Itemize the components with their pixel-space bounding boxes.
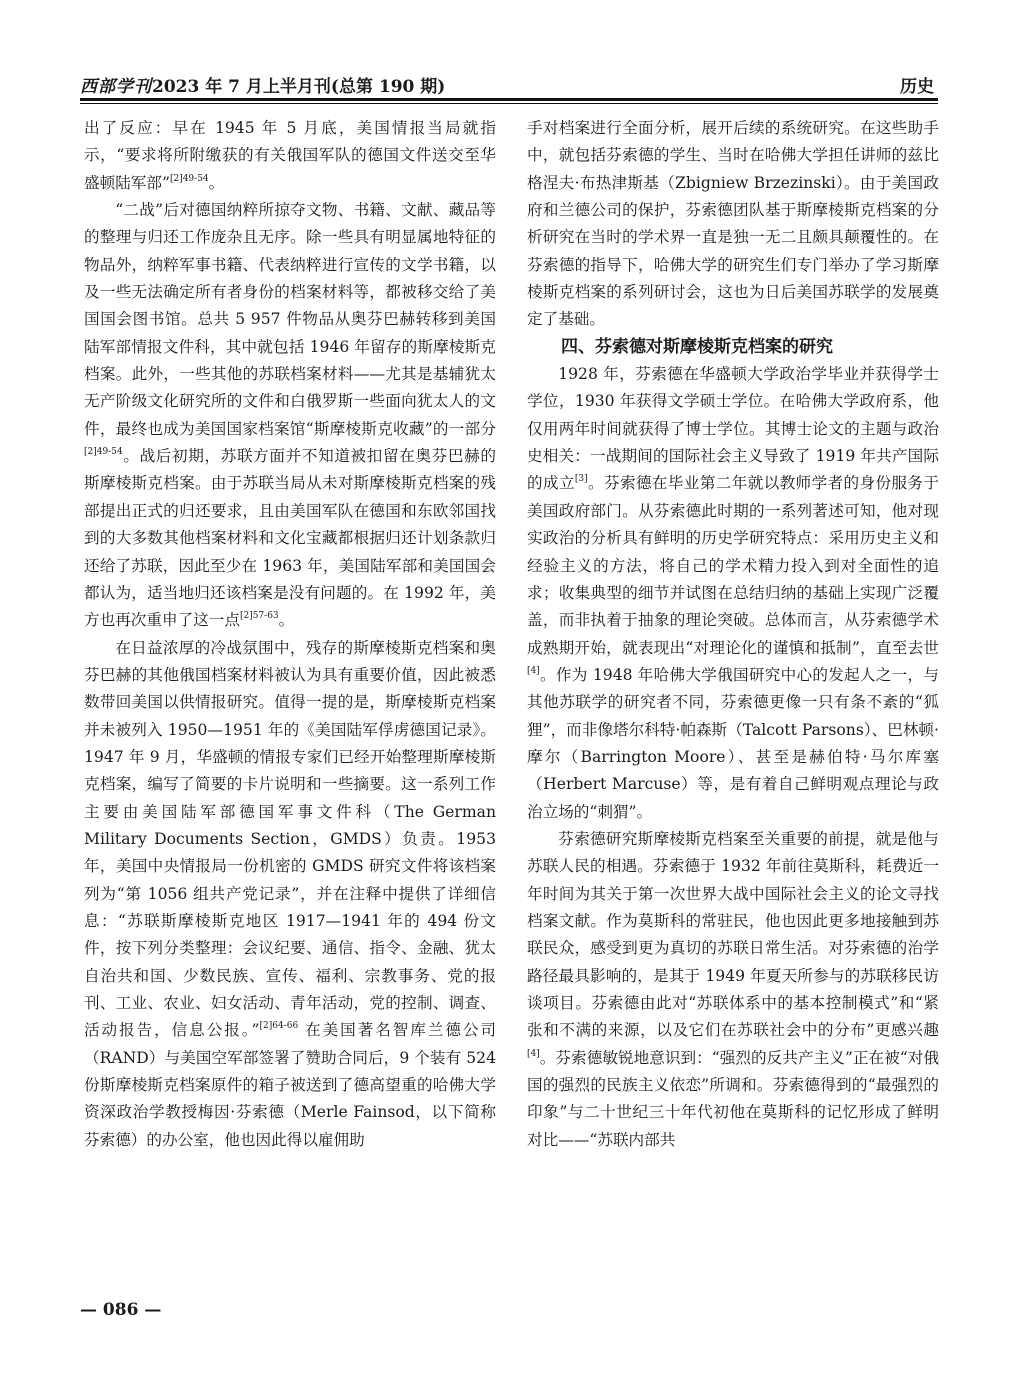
paragraph-text: 。战后初期，苏联方面并不知道被扣留在奥芬巴赫的斯摩棱斯克档案。由于苏联当局从未对斯摩棱斯克档案的残部提出正式的归还要求，且由美国军队在德国和东欧邻国找到的大多数其他档案材料和文化宝藏都根据归还计划条款归还给了苏联，因此至少在 1963 年，美国陆军部和美国国会都认为，适当地归还该档案是没有问题的。在 1992 年，美方也再次重申了这一点 bbox=[84, 447, 496, 630]
paragraph-text: 出了反应：早在 1945 年 5 月底，美国情报当局就指示，“要求将所附缴获的有关俄国军队的德国文件送交至华盛顿陆军部” bbox=[84, 119, 496, 192]
paragraph bbox=[84, 635, 496, 1155]
paragraph-text: 1928 年，芬索德在华盛顿大学政治学毕业并获得学士学位，1930 年获得文学硕士学位。在哈佛大学政府系，他仅用两年时间就获得了博士学位。其博士论文的主题与政治史相关：一战期间的国际社会主义导致了 1919 年共产国际的成立 bbox=[527, 365, 939, 493]
citation-marker: [4] bbox=[527, 665, 540, 676]
paragraph-text: 。 bbox=[208, 173, 225, 192]
paragraph-text: “二战”后对德国纳粹所掠夺文物、书籍、文献、藏品等的整理与归还工作庞杂且无序。除一些具有明显属地特征的物品外，纳粹军事书籍、代表纳粹进行宣传的文学书籍，以及一些无法确定所有者身份的档案材料等，都被移交给了美国国会图书馆。总共 5 957 件物品从奥芬巴赫转移到美国陆军部情报文件科，其中就包括 1946 年留存的斯摩棱斯克档案。此外，一些其他的苏联档案材料——尤其是基辅犹太无产阶级文化研究所的文件和白俄罗斯一些面向犹太人的文件，最终也成为美国国家档案馆“斯摩棱斯克收藏”的一部分 bbox=[84, 201, 496, 438]
paragraph bbox=[527, 826, 939, 1154]
citation-marker: [3] bbox=[574, 474, 588, 485]
section-label: 历史 bbox=[900, 77, 934, 97]
header-rule-thin bbox=[80, 103, 938, 104]
paragraph-text: 芬索德研究斯摩棱斯克档案至关重要的前提，就是他与苏联人民的相遇。芬索德于 1932 年前往莫斯科，耗费近一年时间为其关于第一次世界大战中国际社会主义的论文寻找档案文献。作为莫斯科的常驻民，他也因此更多地接触到苏联民众，感受到更为真切的苏联日常生活。对芬索德的治学路径最具影响的，是其于 1949 年夏天所参与的苏联移民访谈项目。芬索德由此对“苏联体系中的基本控制模式”和“紧张和不满的来源，以及它们在苏联社会中的分布”更感兴趣 bbox=[527, 829, 939, 1040]
paragraph bbox=[84, 115, 496, 197]
citation-marker: [4] bbox=[527, 1048, 540, 1059]
right-column bbox=[527, 115, 939, 1154]
left-column bbox=[84, 115, 496, 1154]
paragraph bbox=[84, 197, 496, 635]
paragraph-text: 在美国著名智库兰德公司（RAND）与美国空军部签署了赞助合同后，9 个装有 524 份斯摩棱斯克档案原件的箱子被送到了德高望重的哈佛大学资深政治学教授梅因·芬索德（Merle Fainsod，以下简称芬索德）的办公室，他也因此得以雇佣助 bbox=[84, 1021, 496, 1149]
paragraph-text: 在日益浓厚的冷战氛围中，残存的斯摩棱斯克档案和奥芬巴赫的其他俄国档案材料被认为具有重要价值，因此被悉数带回美国以供情报研究。值得一提的是，斯摩棱斯克档案并未被列入 1950—1951 年的《美国陆军俘虏德国记录》。1947 年 9 月，华盛顿的情报专家们已经开始整理斯摩棱斯克档案，编写了简要的卡片说明和一些摘要。这一系列工作主要由美国陆军部德国军事文件科（The German Military Documents Section，GMDS）负责。1953 年，美国中央情报局一份机密的 GMDS 研究文件将该档案列为“第 1056 组共产党记录”，并在注释中提供了详细信息：“苏联斯摩棱斯克地区 1917—1941 年的 494 份文件，按下列分类整理：会议纪要、通信、指令、金融、犹太自治共和国、少数民族、宣传、福利、宗教事务、党的报刊、工业、农业、妇女活动、青年活动，党的控制、调查、活动报告，信息公报。” bbox=[84, 638, 496, 1040]
journal-name: 西部学刊 bbox=[80, 77, 152, 97]
paragraph-text: 。作为 1948 年哈佛大学俄国研究中心的发起人之一，与其他苏联学的研究者不同，芬索德更像一只有条不紊的“狐狸”，而非像塔尔科特·帕森斯（Talcott Parsons）、巴林顿·摩尔（Barrington Moore）、甚至是赫伯特·马尔库塞（Herbert Marcuse）等，是有着自己鲜明观点理论与政治立场的“刺猬”。 bbox=[527, 665, 939, 821]
citation-marker: [2]49-54 bbox=[169, 173, 209, 184]
running-header bbox=[80, 70, 938, 100]
paragraph bbox=[527, 115, 939, 334]
paragraph bbox=[527, 361, 939, 826]
header-rule-thick bbox=[80, 98, 938, 101]
citation-marker: [2]49-54 bbox=[84, 447, 123, 458]
citation-marker: [2]64-66 bbox=[259, 1021, 299, 1032]
paragraph-text: 手对档案进行全面分析，展开后续的系统研究。在这些助手中，就包括芬索德的学生、当时在哈佛大学担任讲师的兹比格涅夫·布热津斯基（Zbigniew Brzezinski）。由于美国政府和兰德公司的保护，芬索德团队基于斯摩棱斯克档案的分析研究在当时的学术界一直是独一无二且颇具颠覆性的。在芬索德的指导下，哈佛大学的研究生们专门举办了学习斯摩棱斯克档案的系列研讨会，这也为日后美国苏联学的发展奠定了基础。 bbox=[527, 119, 939, 329]
page-number: — 086 — bbox=[80, 1300, 162, 1320]
issue-info: 2023 年 7 月上半月刊(总第 190 期) bbox=[152, 77, 446, 97]
section-heading: 四、芬索德对斯摩棱斯克档案的研究 bbox=[561, 336, 833, 357]
citation-marker: [2]57-63 bbox=[239, 611, 279, 622]
paragraph-text: 。芬索德敏锐地意识到：“强烈的反共产主义”正在被“对俄国的强烈的民族主义依恋”所调和。芬索德得到的“最强烈的印象”与二十世纪三十年代初他在莫斯科的记忆形成了鲜明对比——“苏联内部共 bbox=[527, 1048, 939, 1149]
header-journal-info bbox=[80, 72, 445, 97]
paragraph-text: 。芬索德在毕业第二年就以教师学者的身份服务于美国政府部门。从芬索德此时期的一系列著述可知，他对现实政治的分析具有鲜明的历史学研究特点：采用历史主义和经验主义的方法，将自己的学术精力投入到对全面性的追求；收集典型的细节并试图在总结归纳的基础上实现广泛覆盖，而非执着于抽象的理论突破。总体而言，从芬索德学术成熟期开始，就表现出“对理论化的谨慎和抵制”，直至去世 bbox=[527, 474, 939, 657]
paragraph-text: 。 bbox=[278, 611, 295, 630]
